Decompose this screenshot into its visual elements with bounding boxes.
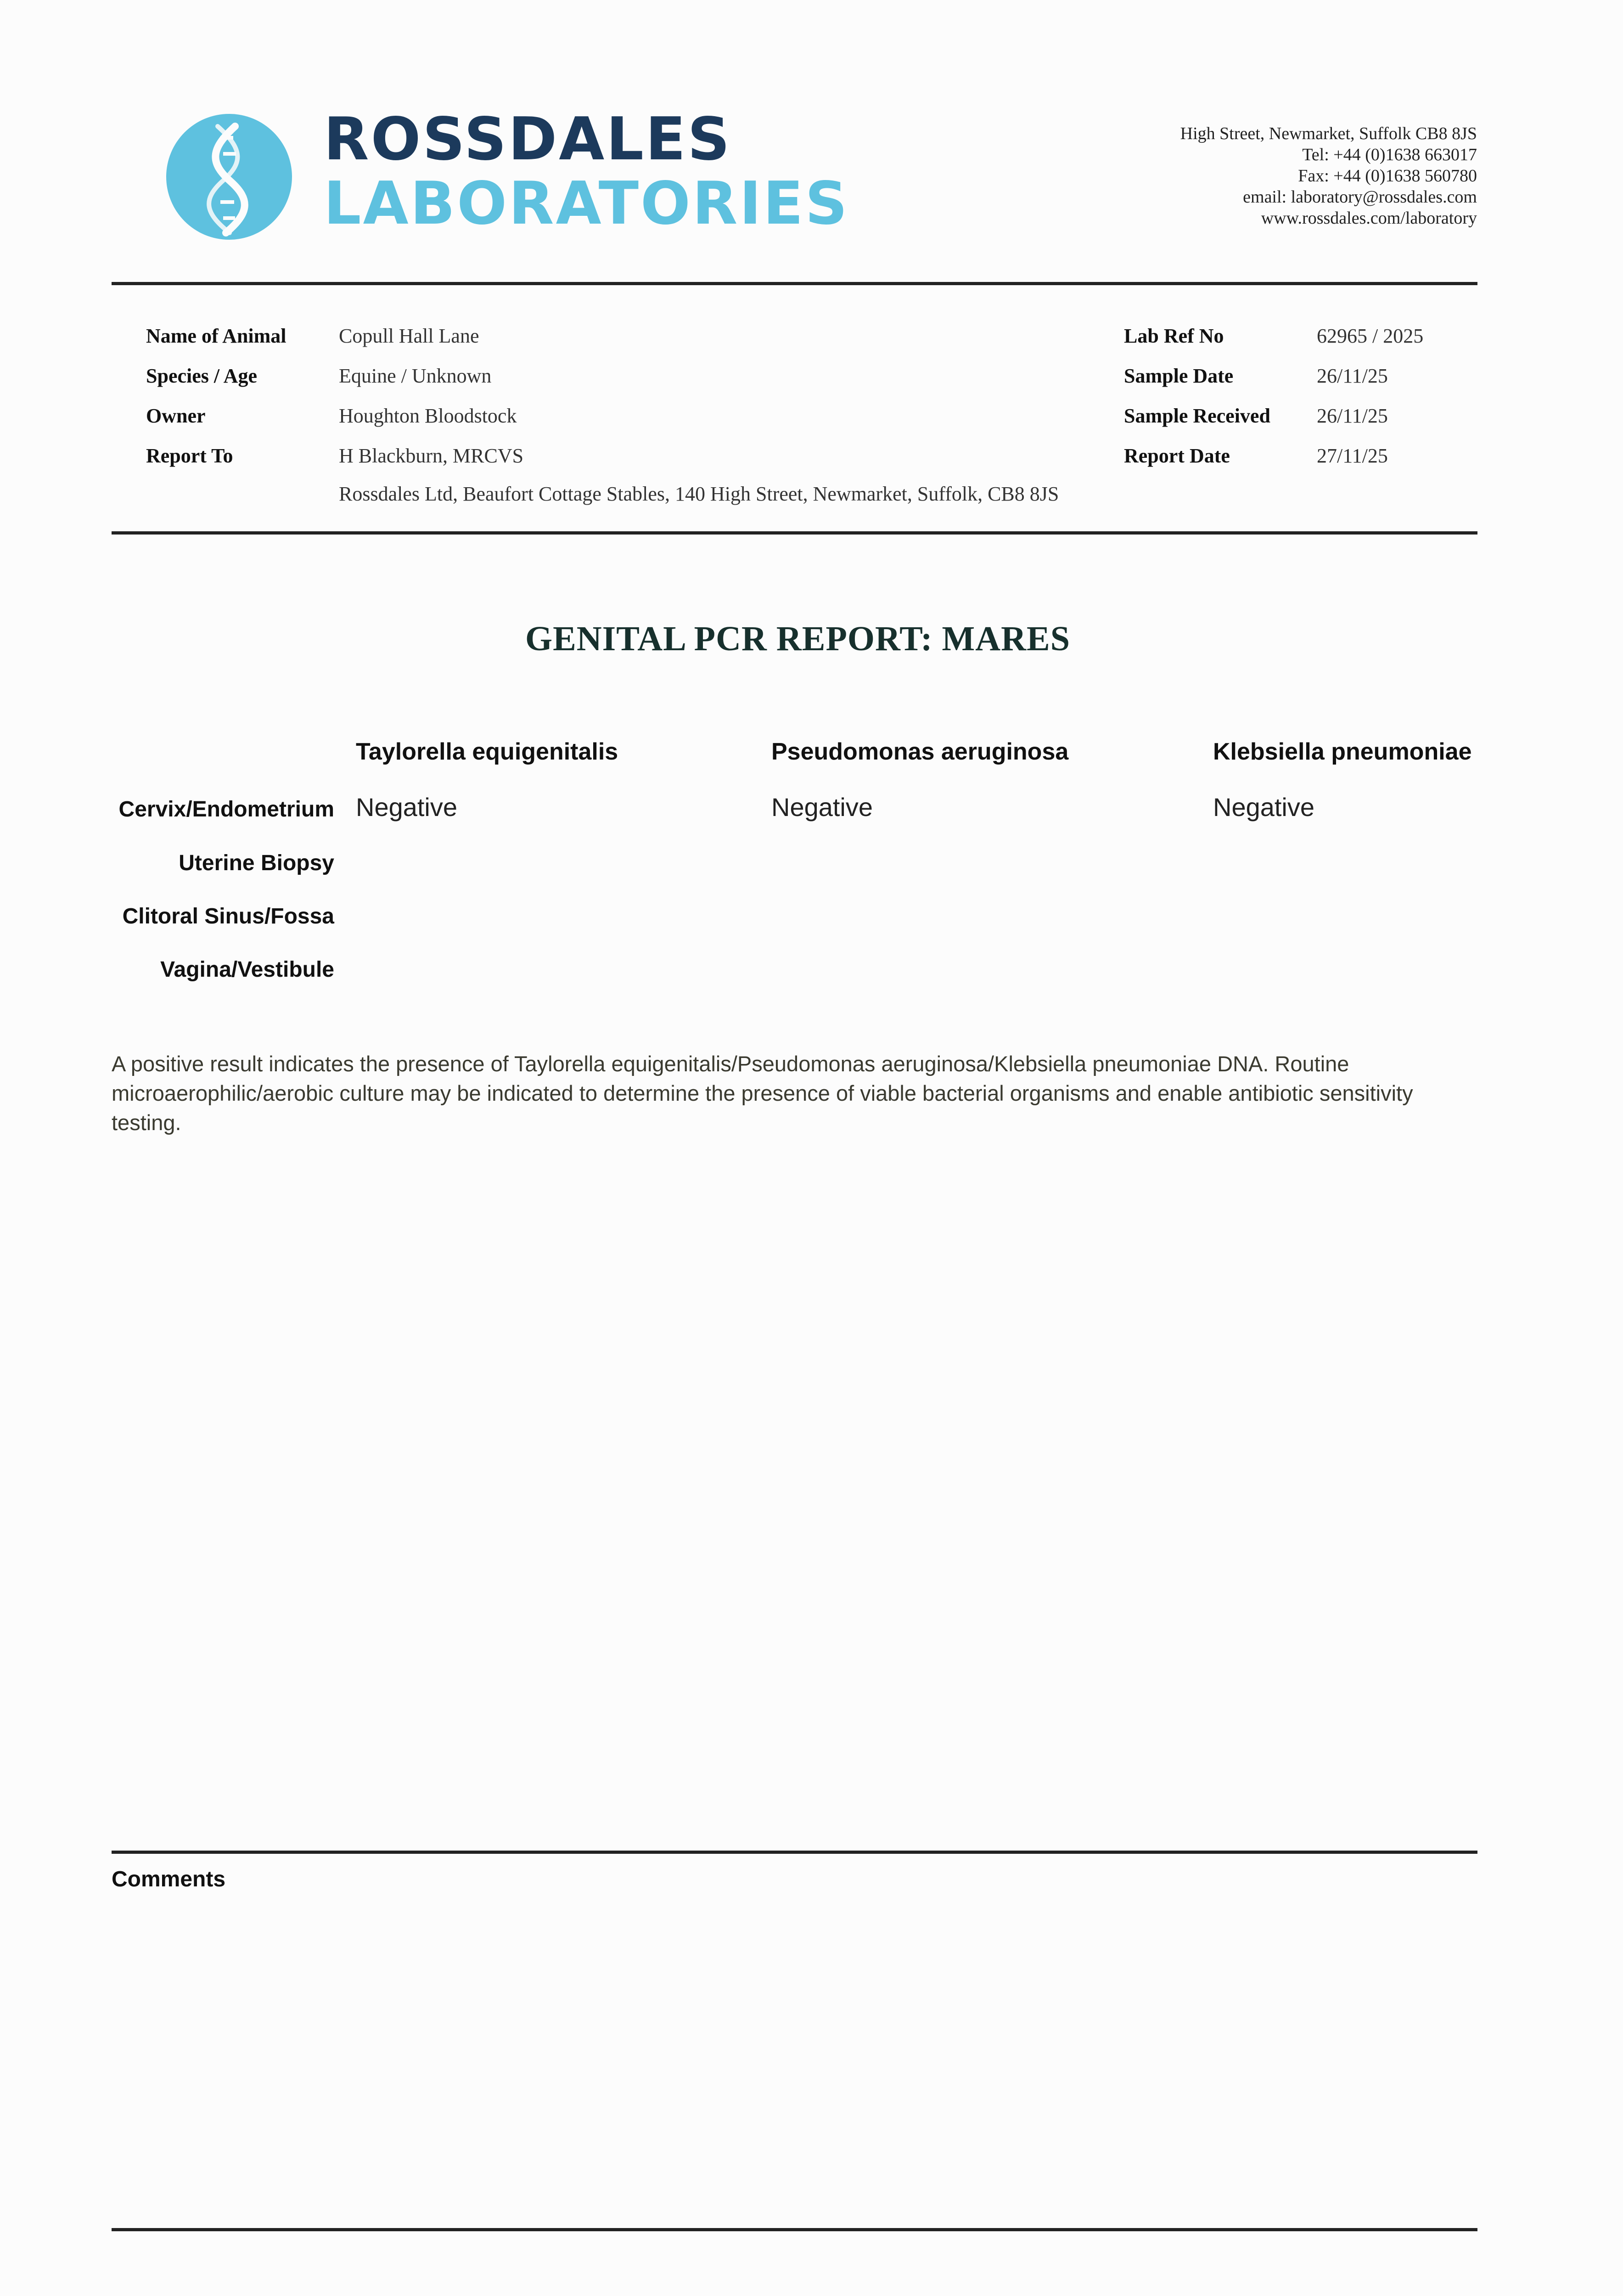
result-cell: Negative bbox=[771, 793, 873, 822]
name-of-animal-label: Name of Animal bbox=[146, 325, 286, 347]
owner-value: Houghton Bloodstock bbox=[339, 405, 517, 427]
contact-fax: Fax: +44 (0)1638 560780 bbox=[1298, 166, 1477, 186]
owner-label: Owner bbox=[146, 405, 206, 427]
sample-received-label: Sample Received bbox=[1124, 405, 1270, 427]
lab-ref-value: 62965 / 2025 bbox=[1317, 325, 1424, 347]
report-to-label: Report To bbox=[146, 445, 233, 467]
row-label: Uterine Biopsy bbox=[179, 851, 334, 875]
report-to-address: Rossdales Ltd, Beaufort Cottage Stables, 140 High Street, Newmarket, Suffolk, CB8 8JS bbox=[339, 483, 1059, 505]
interpretation-note: A positive result indicates the presence of Taylorella equigenitalis/Pseudomonas aeruginosa/Klebsiella pneumoniae DNA. Routine microaerophilic/aerobic culture may be indicated to determine the presence of viable bacterial organisms and enable antibiotic sensitivity testing. bbox=[112, 1052, 1413, 1135]
report-title: GENITAL PCR REPORT: MARES bbox=[525, 619, 1071, 658]
column-header: Pseudomonas aeruginosa bbox=[771, 738, 1069, 765]
row-label: Clitoral Sinus/Fossa bbox=[122, 904, 334, 929]
report-to-value: H Blackburn, MRCVS bbox=[339, 445, 524, 467]
comments-label: Comments bbox=[112, 1867, 226, 1891]
contact-tel: Tel: +44 (0)1638 663017 bbox=[1302, 145, 1477, 164]
lab-ref-label: Lab Ref No bbox=[1124, 325, 1224, 347]
result-cell: Negative bbox=[356, 793, 458, 822]
footer-divider bbox=[112, 2228, 1477, 2231]
info-divider bbox=[112, 531, 1477, 535]
sample-date-label: Sample Date bbox=[1124, 365, 1234, 387]
name-of-animal-value: Copull Hall Lane bbox=[339, 325, 479, 347]
contact-website: www.rossdales.com/laboratory bbox=[1261, 208, 1477, 228]
column-header: Taylorella equigenitalis bbox=[356, 738, 618, 765]
sample-received-value: 26/11/25 bbox=[1317, 405, 1388, 427]
row-label: Vagina/Vestibule bbox=[160, 957, 334, 982]
logo-text-rossdales: ROSSDALES bbox=[324, 105, 732, 174]
report-date-label: Report Date bbox=[1124, 445, 1230, 467]
column-header: Klebsiella pneumoniae bbox=[1213, 738, 1472, 765]
logo-text-laboratories: LABORATORIES bbox=[324, 169, 849, 238]
contact-block bbox=[1180, 123, 1477, 229]
comments-divider bbox=[112, 1851, 1477, 1854]
result-cell: Negative bbox=[1213, 793, 1315, 822]
sample-date-value: 26/11/25 bbox=[1317, 365, 1388, 387]
dna-helix-icon bbox=[166, 113, 292, 241]
contact-email: email: laboratory@rossdales.com bbox=[1243, 187, 1477, 207]
row-label: Cervix/Endometrium bbox=[118, 797, 334, 822]
header-divider bbox=[112, 282, 1477, 285]
report-date-value: 27/11/25 bbox=[1317, 445, 1388, 467]
species-age-value: Equine / Unknown bbox=[339, 365, 492, 387]
contact-address: High Street, Newmarket, Suffolk CB8 8JS bbox=[1180, 124, 1477, 143]
species-age-label: Species / Age bbox=[146, 365, 257, 387]
